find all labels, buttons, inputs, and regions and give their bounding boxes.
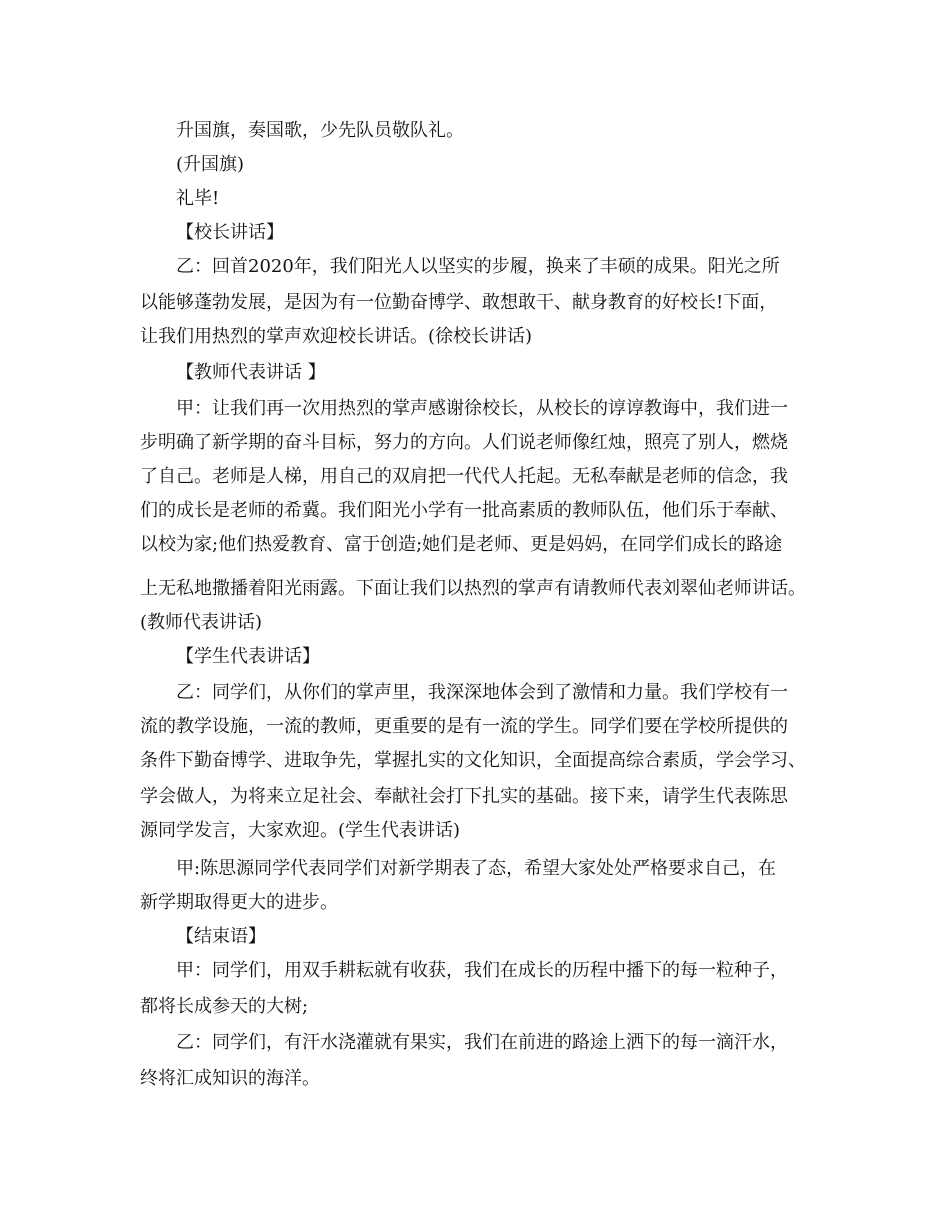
paragraph-line: 乙：同学们，有汗水浇灌就有果实，我们在前进的路途上洒下的每一滴汗水， <box>176 1032 788 1053</box>
paragraph-line: 让我们用热烈的掌声欢迎校长讲话。(徐校长讲话) <box>140 326 533 347</box>
paragraph-line: 甲：同学们，用双手耕耘就有收获，我们在成长的历程中播下的每一粒种子， <box>176 960 788 981</box>
paragraph-line: 以能够蓬勃发展，是因为有一位勤奋博学、敢想敢干、献身教育的好校长!下面， <box>140 292 778 313</box>
paragraph-line: 们的成长是老师的希冀。我们阳光小学有一批高素质的教师队伍，他们乐于奉献、 <box>140 500 788 521</box>
paragraph-line: 升国旗，奏国歌，少先队员敬队礼。 <box>176 120 464 141</box>
paragraph-line: 乙：回首2020年，我们阳光人以坚实的步履，换来了丰硕的成果。阳光之所 <box>176 256 780 277</box>
paragraph-line: 了自己。老师是人梯，用自己的双肩把一代代人托起。无私奉献是老师的信念，我 <box>140 466 788 487</box>
paragraph-line: (教师代表讲话) <box>140 612 263 633</box>
section-heading: 【校长讲话】 <box>176 222 284 243</box>
paragraph-line: 礼毕! <box>176 188 220 209</box>
paragraph-line: 乙：同学们，从你们的掌声里，我深深地体会到了激情和力量。我们学校有一 <box>176 682 788 703</box>
paragraph-line: 上无私地撒播着阳光雨露。下面让我们以热烈的掌声有请教师代表刘翠仙老师讲话。 <box>140 578 806 599</box>
paragraph-line: (升国旗) <box>176 154 245 175</box>
paragraph-line: 以校为家;他们热爱教育、富于创造;她们是老师、更是妈妈，在同学们成长的路途 <box>140 534 783 555</box>
paragraph-line: 甲：让我们再一次用热烈的掌声感谢徐校长，从校长的谆谆教诲中，我们进一 <box>176 398 788 419</box>
paragraph-line: 甲:陈思源同学代表同学们对新学期表了态，希望大家处处严格要求自己，在 <box>176 858 777 879</box>
paragraph-line: 流的教学设施，一流的教师，更重要的是有一流的学生。同学们要在学校所提供的 <box>140 716 788 737</box>
paragraph-line: 都将长成参天的大树; <box>140 996 309 1017</box>
section-heading: 【学生代表讲话】 <box>176 646 320 667</box>
paragraph-line: 源同学发言，大家欢迎。(学生代表讲话) <box>140 820 461 841</box>
paragraph-line: 学会做人，为将来立足社会、奉献社会打下扎实的基础。接下来，请学生代表陈思 <box>140 786 788 807</box>
paragraph-line: 条件下勤奋博学、进取争先，掌握扎实的文化知识，全面提高综合素质，学会学习、 <box>140 750 806 771</box>
paragraph-line: 步明确了新学期的奋斗目标，努力的方向。人们说老师像红烛，照亮了别人，燃烧 <box>140 432 788 453</box>
section-heading: 【教师代表讲话 】 <box>176 362 326 383</box>
section-heading: 【结束语】 <box>176 926 266 947</box>
paragraph-line: 终将汇成知识的海洋。 <box>140 1068 320 1089</box>
paragraph-line: 新学期取得更大的进步。 <box>140 892 338 913</box>
